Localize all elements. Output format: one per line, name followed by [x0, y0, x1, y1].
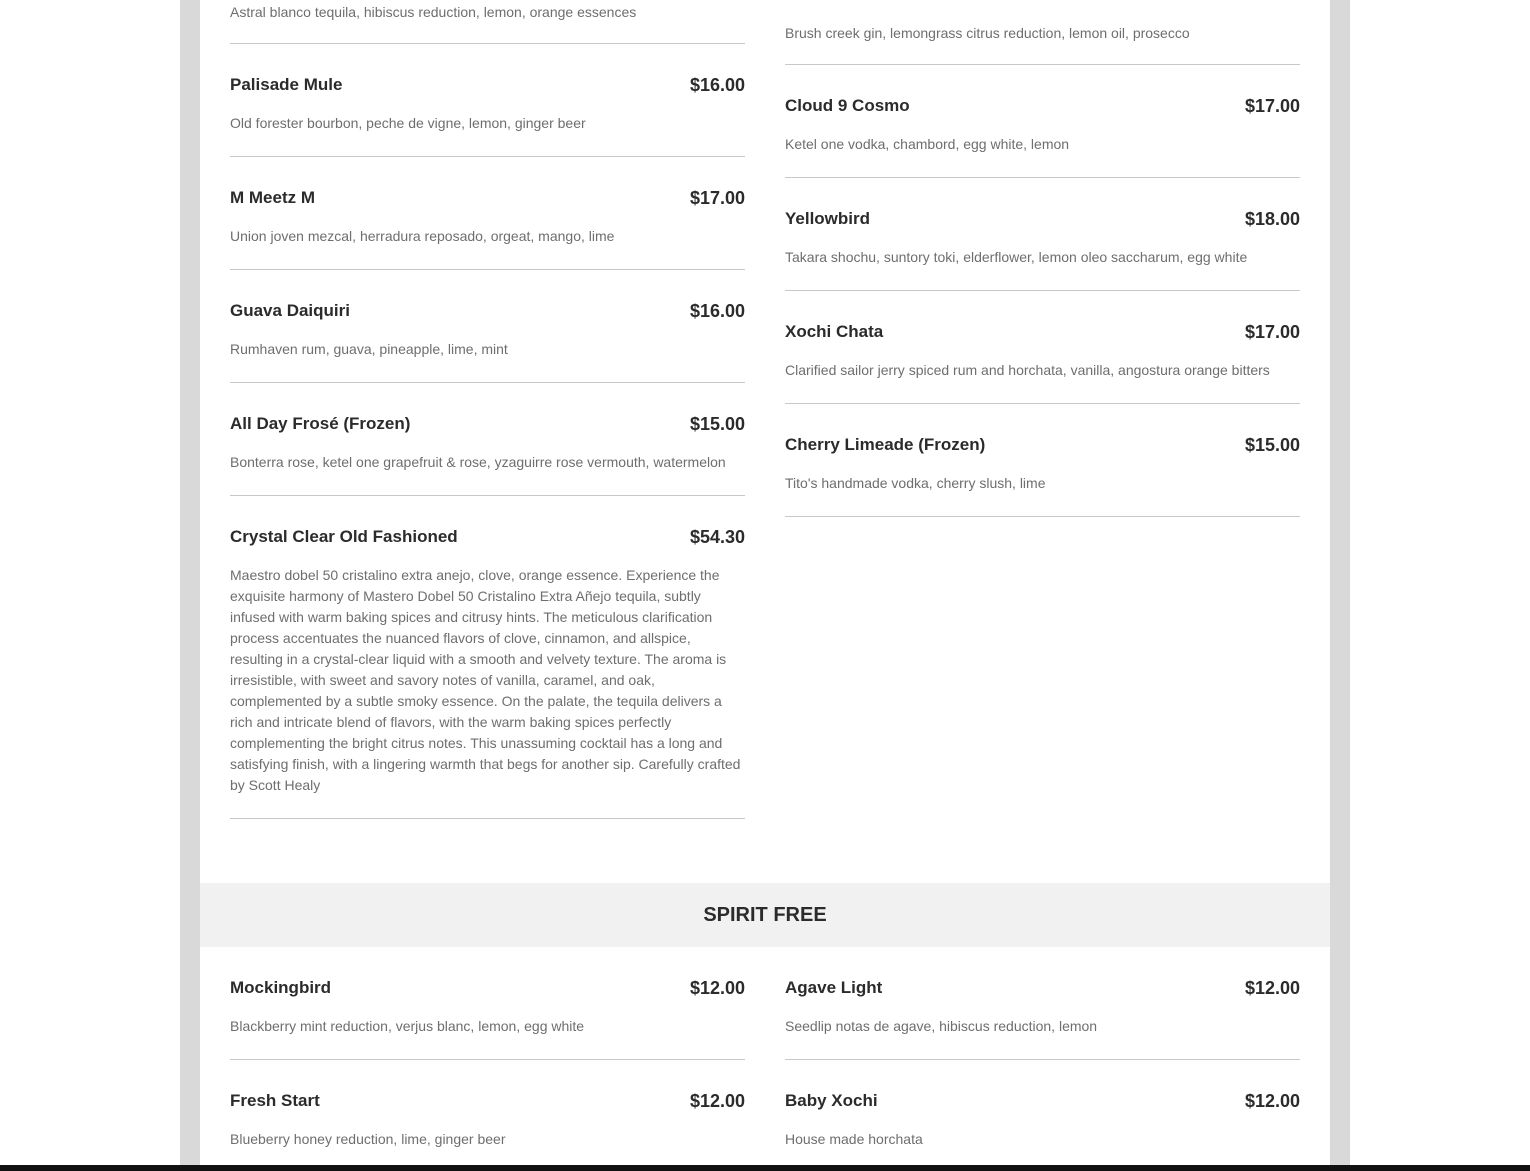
item-name: Yellowbird — [785, 209, 871, 228]
item-divider — [785, 290, 1300, 291]
item-divider — [230, 269, 745, 270]
section-header-spirit-free — [200, 883, 1330, 947]
item-divider — [785, 1059, 1300, 1060]
item-name: Cloud 9 Cosmo — [785, 96, 910, 115]
item-divider — [230, 382, 745, 383]
item-name: All Day Frosé (Frozen) — [230, 414, 411, 433]
item-name: Fresh Start — [230, 1091, 320, 1110]
item-description: Ketel one vodka, chambord, egg white, lemon — [785, 136, 1070, 152]
section-title: SPIRIT FREE — [703, 904, 827, 926]
item-description: Maestro dobel 50 cristalino extra anejo, clove, orange essence. Experience the exquisite harmony of Mastero Dobel 50 Cristalino Extra Añejo tequila, subtly infused with warm baking spices and citrusy hints. The meticulous clarification process accentuates the nuanced flavors of clove, cinnamon, and allspice, resulting in a crystal-clear liquid with a smooth and velvety texture. The aroma is irresistible, with sweet and savory notes of vanilla, caramel, and oak, complemented by a subtle smoky essence. On the palate, the tequila delivers a rich and intricate blend of flavors, with the warm baking spices perfectly complementing the bright citrus notes. This unassuming cocktail has a long and satisfying finish, with a lingering warmth that begs for another sip. Carefully crafted by Scott Healy — [230, 567, 741, 793]
item-price: $17.00 — [1244, 96, 1300, 116]
item-name: Agave Light — [785, 978, 883, 997]
item-description: Brush creek gin, lemongrass citrus reduction, lemon oil, prosecco — [785, 25, 1190, 41]
item-name: Baby Xochi — [785, 1091, 878, 1110]
item-price: $12.00 — [689, 1091, 745, 1111]
item-description: Bonterra rose, ketel one grapefruit & rose, yzaguirre rose vermouth, watermelon — [230, 454, 726, 470]
item-divider — [230, 156, 745, 157]
item-description: Blackberry mint reduction, verjus blanc, lemon, egg white — [230, 1018, 585, 1034]
item-divider — [230, 1059, 745, 1060]
item-price: $12.00 — [1244, 978, 1300, 998]
item-divider — [230, 495, 745, 496]
item-description: Clarified sailor jerry spiced rum and horchata, vanilla, angostura orange bitters — [785, 362, 1270, 378]
item-description: Union joven mezcal, herradura reposado, orgeat, mango, lime — [230, 228, 615, 244]
item-price: $18.00 — [1244, 209, 1300, 229]
item-divider — [785, 403, 1300, 404]
item-name: Palisade Mule — [230, 75, 343, 94]
item-name: Crystal Clear Old Fashioned — [230, 527, 458, 546]
item-description: Old forester bourbon, peche de vigne, lemon, ginger beer — [230, 115, 586, 131]
item-name: M Meetz M — [230, 188, 315, 207]
item-divider — [230, 818, 745, 819]
item-description: Takara shochu, suntory toki, elderflower, lemon oleo saccharum, egg white — [785, 249, 1248, 265]
item-price: $16.00 — [689, 75, 745, 95]
item-description: Blueberry honey reduction, lime, ginger beer — [230, 1131, 506, 1147]
item-name: Cherry Limeade (Frozen) — [785, 435, 986, 454]
item-price: $12.00 — [1244, 1091, 1300, 1111]
item-divider — [785, 516, 1300, 517]
item-divider — [785, 64, 1300, 65]
item-description: Rumhaven rum, guava, pineapple, lime, mint — [230, 341, 508, 357]
item-divider — [230, 43, 745, 44]
bottom-edge-bar — [0, 1165, 1530, 1171]
item-name: Guava Daiquiri — [230, 301, 350, 320]
item-price: $17.00 — [689, 188, 745, 208]
item-price: $16.00 — [689, 301, 745, 321]
item-description: Tito's handmade vodka, cherry slush, lime — [785, 475, 1046, 491]
item-divider — [785, 177, 1300, 178]
item-price: $17.00 — [1244, 322, 1300, 342]
item-description: Seedlip notas de agave, hibiscus reduction, lemon — [785, 1018, 1098, 1034]
item-description: House made horchata — [785, 1131, 923, 1147]
item-price: $12.00 — [689, 978, 745, 998]
item-price: $54.30 — [689, 527, 745, 547]
item-description: Astral blanco tequila, hibiscus reduction, lemon, orange essences — [230, 4, 637, 20]
item-price: $15.00 — [689, 414, 745, 434]
item-name: Xochi Chata — [785, 322, 884, 341]
item-price: $15.00 — [1244, 435, 1300, 455]
item-name: Mockingbird — [230, 978, 332, 997]
